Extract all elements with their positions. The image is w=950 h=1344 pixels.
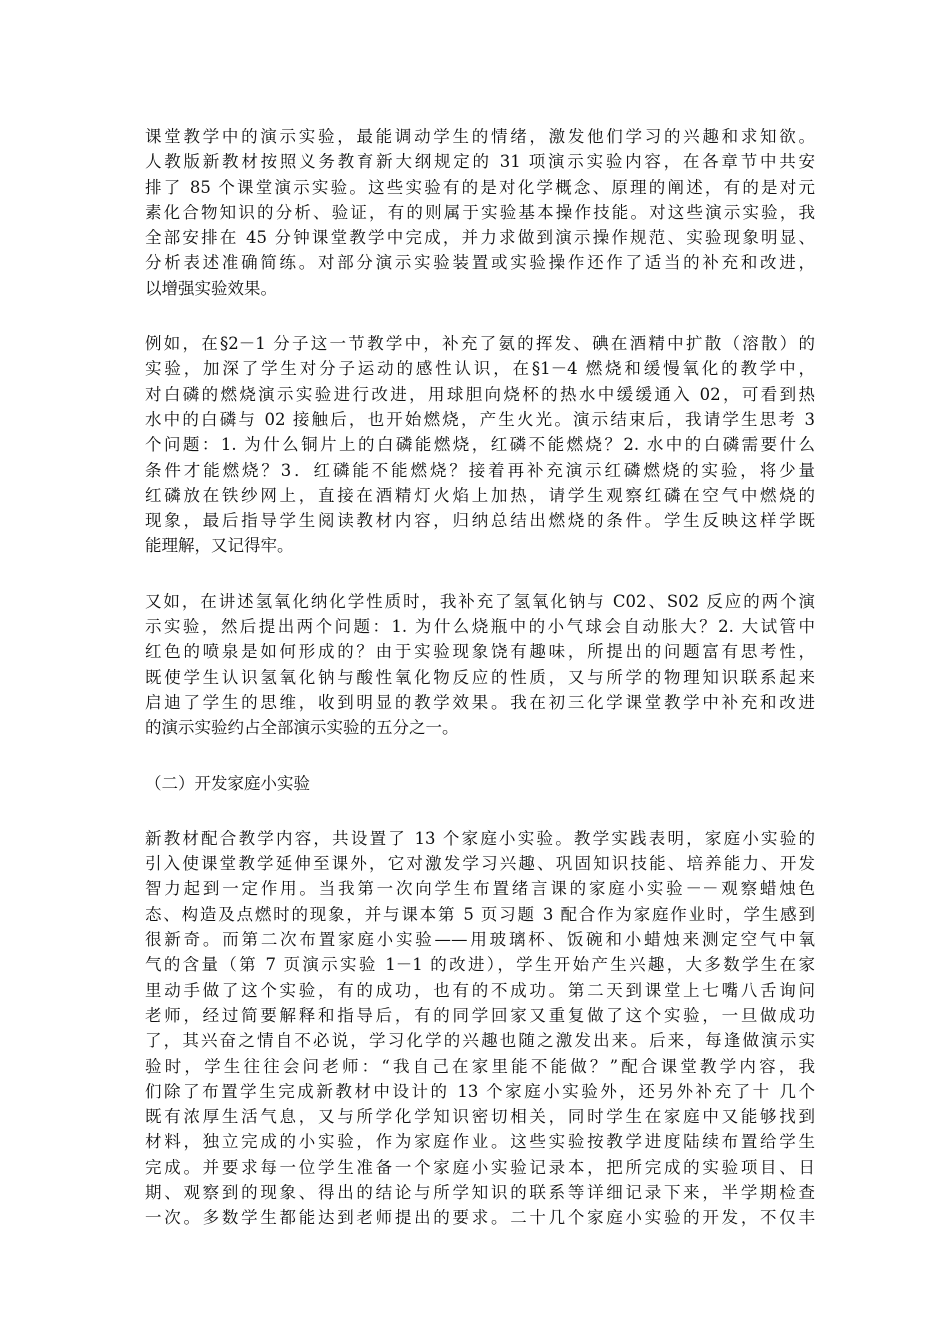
text-line: 能理解，又记得牢。 <box>145 536 294 556</box>
text-line: 水中的白磷与 02 接触后，也开始燃烧，产生火光。演示结束后，我请学生思考 3 <box>145 409 815 429</box>
text-line: 又如，在讲述氢氧化纳化学性质时，我补充了氢氧化钠与 C02、S02 反应的两个演 <box>145 591 815 611</box>
text-line: 期、观察到的现象、得出的结论与所学知识的联系等详细记录下来，半学期检查 <box>145 1182 815 1202</box>
paragraph-example-phosphorus <box>145 331 815 559</box>
text-line: 的演示实验约占全部演示实验的五分之一。 <box>145 718 459 738</box>
text-line: 红色的喷泉是如何形成的？由于实验现象饶有趣味，所提出的问题富有思考性， <box>145 642 815 662</box>
text-line: 以增强实验效果。 <box>145 278 277 298</box>
text-line: 态、构造及点燃时的现象，并与课本第 5 页习题 3 配合作为家庭作业时，学生感到 <box>145 904 815 924</box>
text-line: 课堂教学中的演示实验，最能调动学生的情绪，激发他们学习的兴趣和求知欲。 <box>145 127 815 146</box>
text-line: 全部安排在 45 分钟课堂教学中完成，并力求做到演示操作规范、实验现象明显、 <box>145 228 815 248</box>
text-line: 对白磷的燃烧演示实验进行改进，用球胆向烧杯的热水中缓缓通入 02，可看到热 <box>145 384 815 404</box>
text-line: 条件才能燃烧？3．红磷能不能燃烧？接着再补充演示红磷燃烧的实验，将少量 <box>145 460 815 480</box>
text-line: 既使学生认识氢氧化钠与酸性氧化物反应的性质，又与所学的物理知识联系起来 <box>145 667 815 687</box>
text-line: 材料，独立完成的小实验，作为家庭作业。这些实验按教学进度陆续布置给学生 <box>145 1132 815 1152</box>
text-line: 排了 85 个课堂演示实验。这些实验有的是对化学概念、原理的阐述，有的是对元 <box>145 177 815 197</box>
text-line: 分析表述准确简练。对部分演示实验装置或实验操作还作了适当的补充和改进， <box>145 253 815 273</box>
document-page <box>145 124 815 1261</box>
text-line: 老师，经过简要解释和指导后，有的同学回家又重复做了这个实验，一旦做成功 <box>145 1005 815 1025</box>
text-line: 新教材配合教学内容，共设置了 13 个家庭小实验。教学实践表明，家庭小实验的 <box>145 828 815 848</box>
paragraph-example-naoh <box>145 589 815 741</box>
text-line: 实验，加深了学生对分子运动的感性认识，在§1－4 燃烧和缓慢氧化的教学中， <box>145 359 815 379</box>
text-line: 素化合物知识的分析、验证，有的则属于实验基本操作技能。对这些演示实验，我 <box>145 202 815 222</box>
section-heading <box>145 771 815 796</box>
text-line: 很新奇。而第二次布置家庭小实验——用玻璃杯、饭碗和小蜡烛来测定空气中氧 <box>145 930 815 950</box>
paragraph-demo-experiments <box>145 124 815 301</box>
text-line: 红磷放在铁纱网上，直接在酒精灯火焰上加热，请学生观察红磷在空气中燃烧的 <box>145 485 815 505</box>
text-line: 启迪了学生的思维，收到明显的教学效果。我在初三化学课堂教学中补充和改进 <box>145 692 815 712</box>
paragraph-home-experiments <box>145 826 815 1231</box>
text-line: 智力起到一定作用。当我第一次向学生布置绪言课的家庭小实验－－观察蜡烛色 <box>145 879 815 899</box>
text-line: 人教版新教材按照义务教育新大纲规定的 31 项演示实验内容，在各章节中共安 <box>145 152 815 172</box>
text-line: 了，其兴奋之情自不必说，学习化学的兴趣也随之激发出来。后来，每逢做演示实 <box>145 1031 815 1051</box>
text-line: 个问题：1. 为什么铜片上的白磷能燃烧，红磷不能燃烧？2. 水中的白磷需要什么 <box>145 435 815 455</box>
text-line: 一次。多数学生都能达到老师提出的要求。二十几个家庭小实验的开发，不仅丰 <box>145 1208 815 1228</box>
text-line: 验时，学生往往会问老师：“我自己在家里能不能做？”配合课堂教学内容，我 <box>145 1056 815 1076</box>
text-line: 完成。并要求每一位学生准备一个家庭小实验记录本，把所完成的实验项目、日 <box>145 1157 815 1177</box>
text-line: 既有浓厚生活气息，又与所学化学知识密切相关，同时学生在家庭中又能够找到 <box>145 1107 815 1127</box>
section-heading-text: （二）开发家庭小实验 <box>145 773 310 793</box>
text-line: 现象，最后指导学生阅读教材内容，归纳总结出燃烧的条件。学生反映这样学既 <box>145 511 815 531</box>
text-line: 里动手做了这个实验，有的成功，也有的不成功。第二天到课堂上七嘴八舌询问 <box>145 980 815 1000</box>
text-line: 们除了布置学生完成新教材中设计的 13 个家庭小实验外，还另外补充了十 几个 <box>145 1081 815 1101</box>
text-line: 例如，在§2－1 分子这一节教学中，补充了氨的挥发、碘在酒精中扩散（溶散）的 <box>145 334 815 354</box>
text-line: 引入使课堂教学延伸至课外，它对激发学习兴趣、巩固知识技能、培养能力、开发 <box>145 854 815 874</box>
text-line: 气的含量（第 7 页演示实验 1－1 的改进），学生开始产生兴趣，大多数学生在家 <box>145 955 815 975</box>
text-line: 示实验，然后提出两个问题：1. 为什么烧瓶中的小气球会自动胀大？2. 大试管中 <box>145 617 815 637</box>
